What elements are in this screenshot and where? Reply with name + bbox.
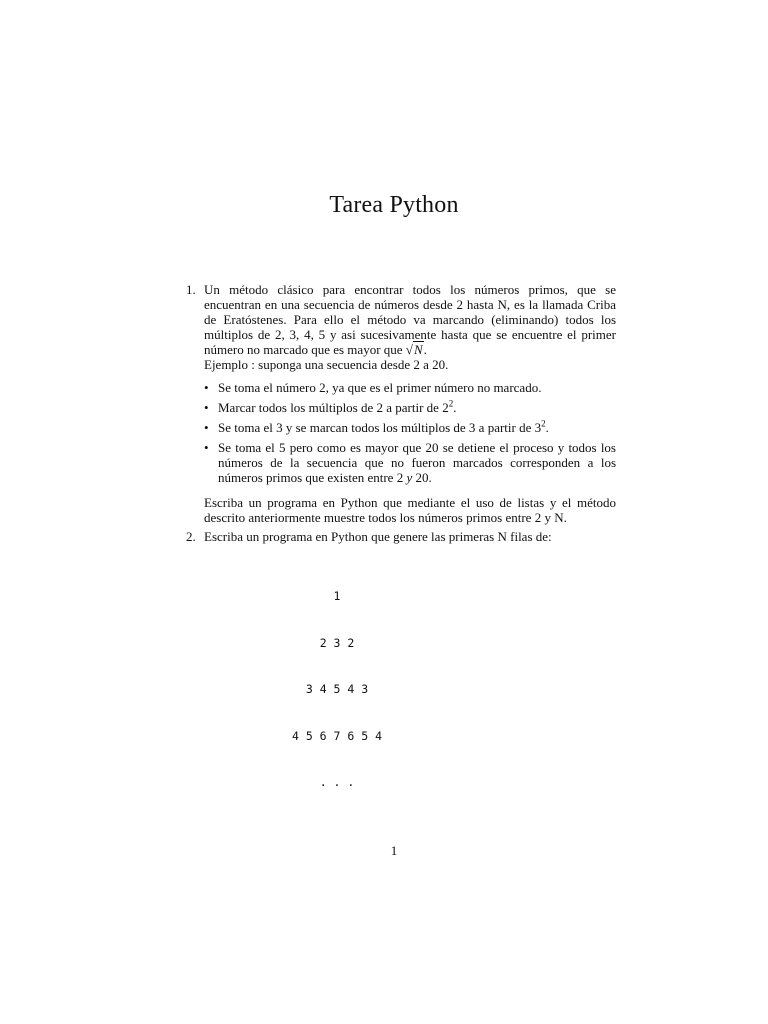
- list-item: [204, 380, 616, 395]
- exercise-2-text: Escriba un programa en Python que genere las primeras N filas de:: [204, 529, 552, 544]
- step-3-text: Se toma el 3 y se marcan todos los múltiplos de 3 a partir de 3: [218, 420, 542, 435]
- step-2-exponent: 2: [448, 398, 454, 409]
- exercise-1-number: 1.: [186, 282, 196, 297]
- sqrt-argument: N: [413, 342, 423, 357]
- bullet-icon: •: [204, 380, 209, 395]
- exercise-2-number: 2.: [186, 529, 196, 544]
- page-number: 1: [390, 843, 398, 858]
- bullet-icon: •: [204, 420, 209, 435]
- list-item: [204, 440, 616, 485]
- step-4-italic: y: [406, 470, 413, 485]
- bullet-icon: •: [204, 440, 209, 455]
- sqrt-expression: [406, 342, 424, 357]
- step-3-exponent: 2: [541, 418, 546, 429]
- list-item: [204, 400, 616, 415]
- exercise-1-body: [204, 282, 616, 525]
- paragraph-period: .: [423, 342, 427, 357]
- pyramid-ellipsis: . . .: [319, 775, 355, 789]
- document-title: Tarea Python: [329, 192, 459, 218]
- exercise-1-description: [204, 282, 616, 357]
- exercise-1-closing: Escriba un programa en Python que mediante el uso de listas y el método descrito anteriormente muestre todos los números primos entre 2 y N.: [204, 495, 616, 525]
- pyramid-row-3: 3 4 5 4 3: [305, 682, 369, 696]
- step-4-end: 20.: [412, 470, 432, 485]
- bullet-icon: •: [204, 400, 209, 415]
- step-1-text: Se toma el número 2, ya que es el primer número no marcado.: [218, 380, 542, 395]
- pyramid-row-1: 1: [333, 589, 341, 603]
- example-steps-list: [204, 380, 616, 485]
- step-4-text: Se toma el 5 pero como es mayor que 20 se detiene el proceso y todos los números de la secuencia que no fueron marcados corresponden a los números primos que existen entre 2: [218, 440, 616, 485]
- exercise-1-paragraph: Un método clásico para encontrar todos los números primos, que se encuentran en una secuencia de números desde 2 hasta N, es la llamada Criba de Eratóstenes. Para ello el método va marcando (eliminando) todos los múltiplos de 2, 3, 4, 5 y asi sucesivamente hasta que se encuentre el primer número no marcado que es mayor que: [204, 282, 616, 357]
- exercise-2: [186, 529, 616, 544]
- step-2-text: Marcar todos los múltiplos de 2 a partir de 2: [218, 400, 449, 415]
- pyramid-row-4: 4 5 6 7 6 5 4: [291, 728, 382, 743]
- list-item: [204, 420, 616, 435]
- sqrt-symbol: √: [405, 342, 413, 357]
- step-2-period: .: [453, 400, 457, 415]
- step-3-period: .: [545, 420, 549, 435]
- exercise-1: [186, 282, 616, 525]
- example-line: Ejemplo : suponga una secuencia desde 2 a 20.: [204, 357, 449, 372]
- number-pyramid: [287, 558, 387, 822]
- pyramid-row-2: 2 3 2: [319, 635, 355, 650]
